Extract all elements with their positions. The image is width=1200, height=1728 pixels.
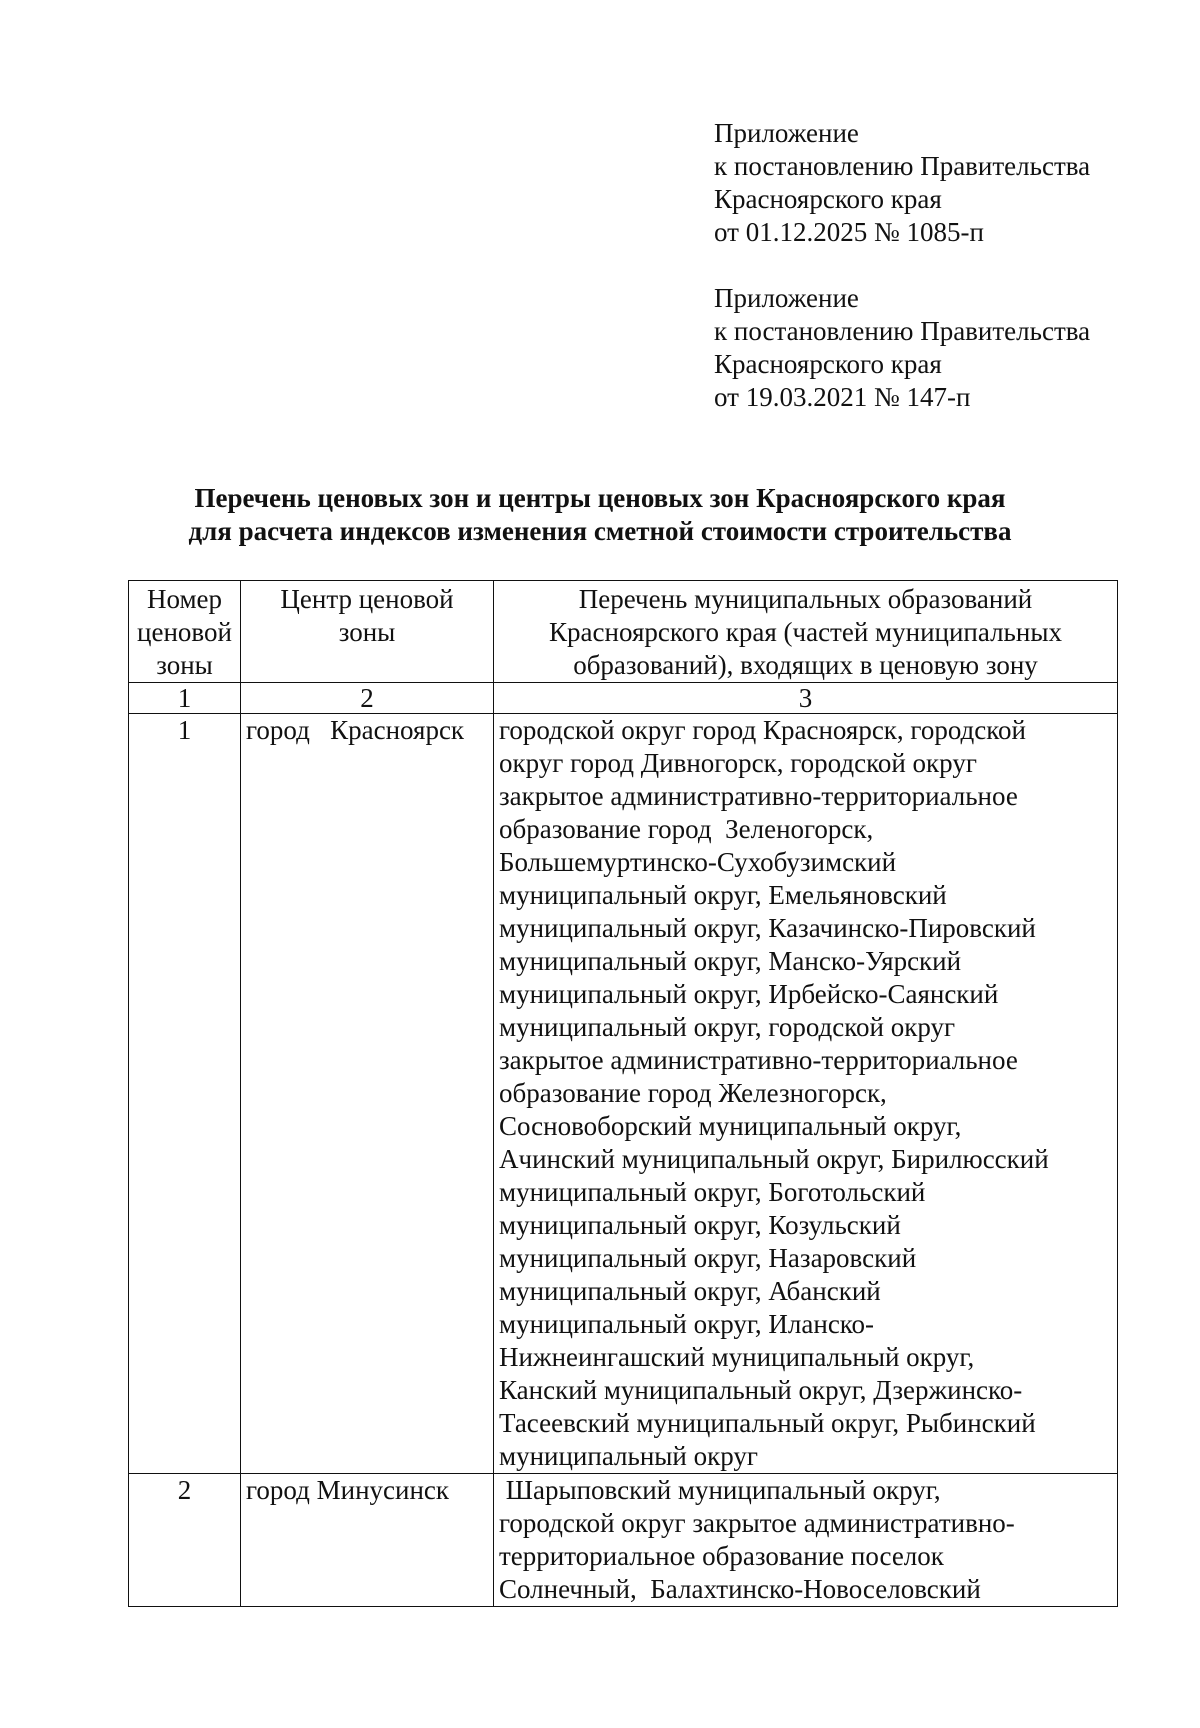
municipality-line: Тасеевский муниципальный округ, Рыбинский bbox=[499, 1408, 1036, 1438]
municipality-line: Нижнеингашский муниципальный округ, bbox=[499, 1342, 975, 1372]
municipality-line: муниципальный округ, Козульский bbox=[499, 1210, 901, 1240]
zone-number: 2 bbox=[129, 1474, 241, 1607]
municipality-line: муниципальный округ, Боготольский bbox=[499, 1177, 926, 1207]
header-zone-number: Номер ценовой зоны bbox=[129, 581, 241, 683]
municipality-line: закрытое административно-территориальное bbox=[499, 781, 1018, 811]
municipality-line: территориальное образование поселок bbox=[499, 1541, 944, 1571]
zone-municipalities bbox=[494, 1474, 1118, 1607]
municipality-line: муниципальный округ, Иланско- bbox=[499, 1309, 875, 1339]
municipality-line: муниципальный округ, Ирбейско-Саянский bbox=[499, 979, 999, 1009]
municipality-line: Ачинский муниципальный округ, Бирилюсский bbox=[499, 1144, 1049, 1174]
header-municipalities: Перечень муниципальных образований Красноярского края (частей муниципальных образований), входящих в ценовую зону bbox=[494, 581, 1118, 683]
title-line-2: для расчета индексов изменения сметной стоимости строительства bbox=[188, 516, 1012, 546]
municipality-line: муниципальный округ, Абанский bbox=[499, 1276, 881, 1306]
column-number: 1 bbox=[129, 683, 241, 714]
municipality-line: муниципальный округ, Казачинско-Пировский bbox=[499, 913, 1036, 943]
annex-line: Красноярского края bbox=[714, 184, 942, 214]
municipality-line: образование город Зеленогорск, bbox=[499, 814, 874, 844]
municipality-line: Солнечный, Балахтинско-Новоселовский bbox=[499, 1574, 981, 1604]
zone-center: город Красноярск bbox=[241, 714, 494, 1474]
annex-line: к постановлению Правительства bbox=[714, 151, 1091, 181]
municipality-line: Шарыповский муниципальный округ, bbox=[499, 1475, 941, 1505]
price-zones-table bbox=[128, 580, 1118, 1607]
annex-line: от 19.03.2021 № 147-п bbox=[714, 382, 971, 412]
annex-line: Приложение bbox=[714, 283, 859, 313]
municipality-line: образование город Железногорск, bbox=[499, 1078, 887, 1108]
municipality-line: Канский муниципальный округ, Дзержинско- bbox=[499, 1375, 1023, 1405]
zone-municipalities bbox=[494, 714, 1118, 1474]
municipality-line: городской округ закрытое административно- bbox=[499, 1508, 1015, 1538]
municipality-line: муниципальный округ, Емельяновский bbox=[499, 880, 947, 910]
municipality-line: муниципальный округ bbox=[499, 1441, 758, 1471]
column-number: 3 bbox=[494, 683, 1118, 714]
municipality-line: закрытое административно-территориальное bbox=[499, 1045, 1018, 1075]
municipality-line: муниципальный округ, Назаровский bbox=[499, 1243, 917, 1273]
annex-line: к постановлению Правительства bbox=[714, 316, 1091, 346]
municipality-line: Большемуртинско-Сухобузимский bbox=[499, 847, 897, 877]
annex-current-block bbox=[714, 117, 1090, 249]
municipality-line: муниципальный округ, городской округ bbox=[499, 1012, 956, 1042]
annex-original-block bbox=[714, 282, 1090, 414]
municipality-line: округ город Дивногорск, городской округ bbox=[499, 748, 977, 778]
table-row bbox=[129, 1474, 1118, 1607]
municipality-line: муниципальный округ, Манско-Уярский bbox=[499, 946, 962, 976]
municipality-line: городской округ город Красноярск, городской bbox=[499, 715, 1026, 745]
annex-line: Приложение bbox=[714, 118, 859, 148]
document-title bbox=[0, 482, 1200, 548]
column-number-row bbox=[129, 683, 1118, 714]
annex-line: Красноярского края bbox=[714, 349, 942, 379]
zone-center: город Минусинск bbox=[241, 1474, 494, 1607]
municipality-line: Сосновоборский муниципальный округ, bbox=[499, 1111, 962, 1141]
annex-line: от 01.12.2025 № 1085-п bbox=[714, 217, 984, 247]
header-zone-center: Центр ценовой зоны bbox=[241, 581, 494, 683]
table-row bbox=[129, 714, 1118, 1474]
zone-number: 1 bbox=[129, 714, 241, 1474]
table-header-row bbox=[129, 581, 1118, 683]
title-line-1: Перечень ценовых зон и центры ценовых зон Красноярского края bbox=[194, 483, 1006, 513]
column-number: 2 bbox=[241, 683, 494, 714]
